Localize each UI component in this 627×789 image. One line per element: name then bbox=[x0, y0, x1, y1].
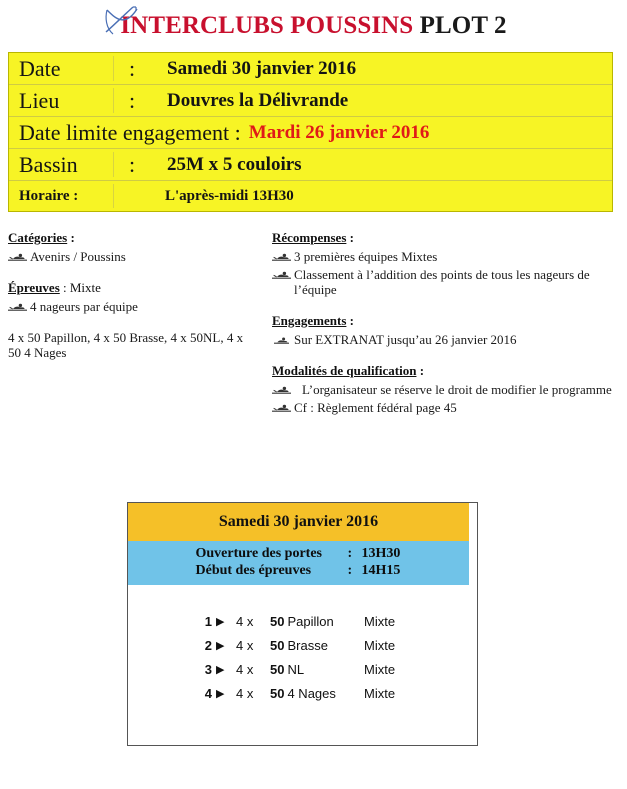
entries-item bbox=[272, 332, 612, 347]
qualification-item bbox=[272, 400, 612, 415]
event-number: 2 bbox=[204, 637, 212, 653]
rewards-item bbox=[272, 267, 612, 297]
info-row-bassin bbox=[9, 149, 612, 181]
categories-item bbox=[8, 249, 258, 264]
info-value-bassin: 25M x 5 couloirs bbox=[167, 153, 302, 175]
event-multiplier: 4 x bbox=[236, 661, 254, 677]
event-category: Mixte bbox=[364, 661, 396, 677]
categories-heading-text: Catégories bbox=[8, 230, 68, 245]
info-colon-date: : bbox=[128, 55, 136, 81]
event-distance-stroke bbox=[270, 638, 364, 653]
swimmer-bullet-icon bbox=[272, 251, 291, 264]
event-distance: 50 bbox=[270, 613, 285, 629]
program-event-list bbox=[128, 585, 477, 705]
right-triangle-icon: ▶ bbox=[216, 663, 225, 676]
info-label-bassin: Bassin bbox=[19, 151, 78, 177]
column-divider bbox=[113, 152, 114, 177]
details-section bbox=[0, 230, 627, 450]
event-multiplier: 4 x bbox=[236, 637, 254, 653]
entries-heading-text: Engagements bbox=[272, 313, 347, 328]
rewards-item bbox=[272, 249, 612, 264]
info-value-lieu: Douvres la Délivrande bbox=[167, 89, 349, 111]
info-label-date: Date bbox=[19, 55, 61, 81]
qualification-heading bbox=[272, 363, 612, 379]
spacer bbox=[272, 300, 612, 313]
program-time-label-start: Début des épreuves bbox=[195, 563, 312, 578]
event-number: 4 bbox=[204, 685, 212, 701]
info-label-lieu: Lieu bbox=[19, 87, 60, 113]
categories-item-text: Avenirs / Poussins bbox=[30, 249, 126, 264]
event-multiplier: 4 x bbox=[236, 613, 254, 629]
swimmer-bullet-icon bbox=[272, 334, 291, 347]
program-time-sep: : bbox=[347, 546, 353, 561]
info-row-date bbox=[9, 53, 612, 85]
table-row bbox=[128, 657, 477, 681]
program-title-text: Samedi 30 janvier 2016 bbox=[218, 513, 379, 530]
entries-heading-colon: : bbox=[346, 313, 354, 328]
info-label-horaire: Horaire : bbox=[19, 187, 79, 204]
events-item-text: 4 nageurs par équipe bbox=[30, 299, 138, 314]
swimmer-bullet-icon bbox=[272, 384, 291, 397]
event-number: 1 bbox=[204, 613, 212, 629]
info-colon-bassin: : bbox=[128, 151, 136, 177]
program-time-row bbox=[128, 545, 469, 562]
categories-heading-colon: : bbox=[67, 230, 75, 245]
right-triangle-icon: ▶ bbox=[216, 615, 225, 628]
info-row-lieu bbox=[9, 85, 612, 117]
info-value-date: Samedi 30 janvier 2016 bbox=[167, 57, 357, 79]
spacer bbox=[8, 267, 258, 280]
event-multiplier: 4 x bbox=[236, 685, 254, 701]
entries-item-text: Sur EXTRANAT jusqu’au 26 janvier 2016 bbox=[294, 332, 517, 347]
events-heading bbox=[8, 280, 258, 296]
program-time-sep: : bbox=[347, 563, 353, 578]
program-time-row bbox=[128, 562, 469, 579]
event-category: Mixte bbox=[364, 685, 396, 701]
program-time-label-opening: Ouverture des portes bbox=[195, 546, 322, 561]
details-right-column bbox=[272, 230, 612, 418]
rewards-item-text: 3 premières équipes Mixtes bbox=[294, 249, 438, 264]
page-title bbox=[0, 8, 627, 44]
categories-heading bbox=[8, 230, 258, 246]
event-category: Mixte bbox=[364, 613, 396, 629]
table-row bbox=[128, 609, 477, 633]
column-divider bbox=[113, 184, 114, 208]
info-value-date-limite: Mardi 26 janvier 2016 bbox=[248, 121, 430, 143]
column-divider bbox=[113, 56, 114, 81]
event-distance: 50 bbox=[270, 661, 285, 677]
events-heading-colon: : Mixte bbox=[59, 280, 101, 295]
info-row-horaire bbox=[9, 181, 612, 211]
qualification-heading-colon: : bbox=[416, 363, 425, 378]
swimmer-bullet-icon bbox=[272, 269, 291, 282]
right-triangle-icon: ▶ bbox=[216, 639, 225, 652]
event-distance-stroke bbox=[270, 662, 364, 677]
events-detail-text: 4 x 50 Papillon, 4 x 50 Brasse, 4 x 50NL, 4 x 50 4 Nages bbox=[8, 330, 244, 360]
qualification-item-text: L’organisateur se réserve le droit de modifier le programme bbox=[302, 382, 612, 397]
event-category: Mixte bbox=[364, 637, 396, 653]
program-time-value-start: 14H15 bbox=[361, 563, 401, 578]
rewards-heading-text: Récompenses bbox=[272, 230, 347, 245]
event-stroke: Papillon bbox=[287, 613, 334, 629]
swimmer-bullet-icon bbox=[272, 402, 291, 415]
rewards-heading-colon: : bbox=[346, 230, 354, 245]
info-value-horaire: L'après-midi 13H30 bbox=[165, 187, 294, 204]
qualification-item bbox=[272, 382, 612, 397]
event-number: 3 bbox=[204, 661, 212, 677]
details-left-column bbox=[8, 230, 258, 360]
table-row bbox=[128, 633, 477, 657]
page-title-sub: PLOT 2 bbox=[413, 12, 507, 39]
rewards-heading bbox=[272, 230, 612, 246]
page-title-main: INTERCLUBS POUSSINS bbox=[120, 12, 414, 39]
spacer bbox=[272, 350, 612, 363]
events-item bbox=[8, 299, 258, 314]
table-row bbox=[128, 681, 477, 705]
event-distance-stroke bbox=[270, 686, 364, 701]
event-distance-stroke bbox=[270, 614, 364, 629]
entries-heading bbox=[272, 313, 612, 329]
event-distance: 50 bbox=[270, 637, 285, 653]
program-title-banner bbox=[128, 503, 469, 541]
spacer bbox=[8, 317, 258, 330]
event-stroke: NL bbox=[287, 661, 305, 677]
info-colon-lieu: : bbox=[128, 87, 136, 113]
event-info-table bbox=[8, 52, 613, 212]
right-triangle-icon: ▶ bbox=[216, 687, 225, 700]
swimmer-bullet-icon bbox=[8, 301, 27, 314]
info-label-date-limite: Date limite engagement : bbox=[19, 119, 241, 145]
event-stroke: Brasse bbox=[287, 637, 328, 653]
event-distance: 50 bbox=[270, 685, 285, 701]
info-row-date-limite bbox=[9, 117, 612, 149]
qualification-heading-text: Modalités de qualification bbox=[272, 363, 417, 378]
swimmer-bullet-icon bbox=[8, 251, 27, 264]
event-stroke: 4 Nages bbox=[287, 685, 336, 701]
rewards-item-text: Classement à l’addition des points de tous les nageurs de l’équipe bbox=[294, 267, 590, 297]
column-divider bbox=[113, 88, 114, 113]
program-table bbox=[127, 502, 478, 746]
program-times-banner bbox=[128, 541, 469, 585]
program-time-value-opening: 13H30 bbox=[361, 546, 401, 561]
events-heading-text: Épreuves bbox=[8, 280, 60, 295]
qualification-item-text: Cf : Règlement fédéral page 45 bbox=[294, 400, 457, 415]
